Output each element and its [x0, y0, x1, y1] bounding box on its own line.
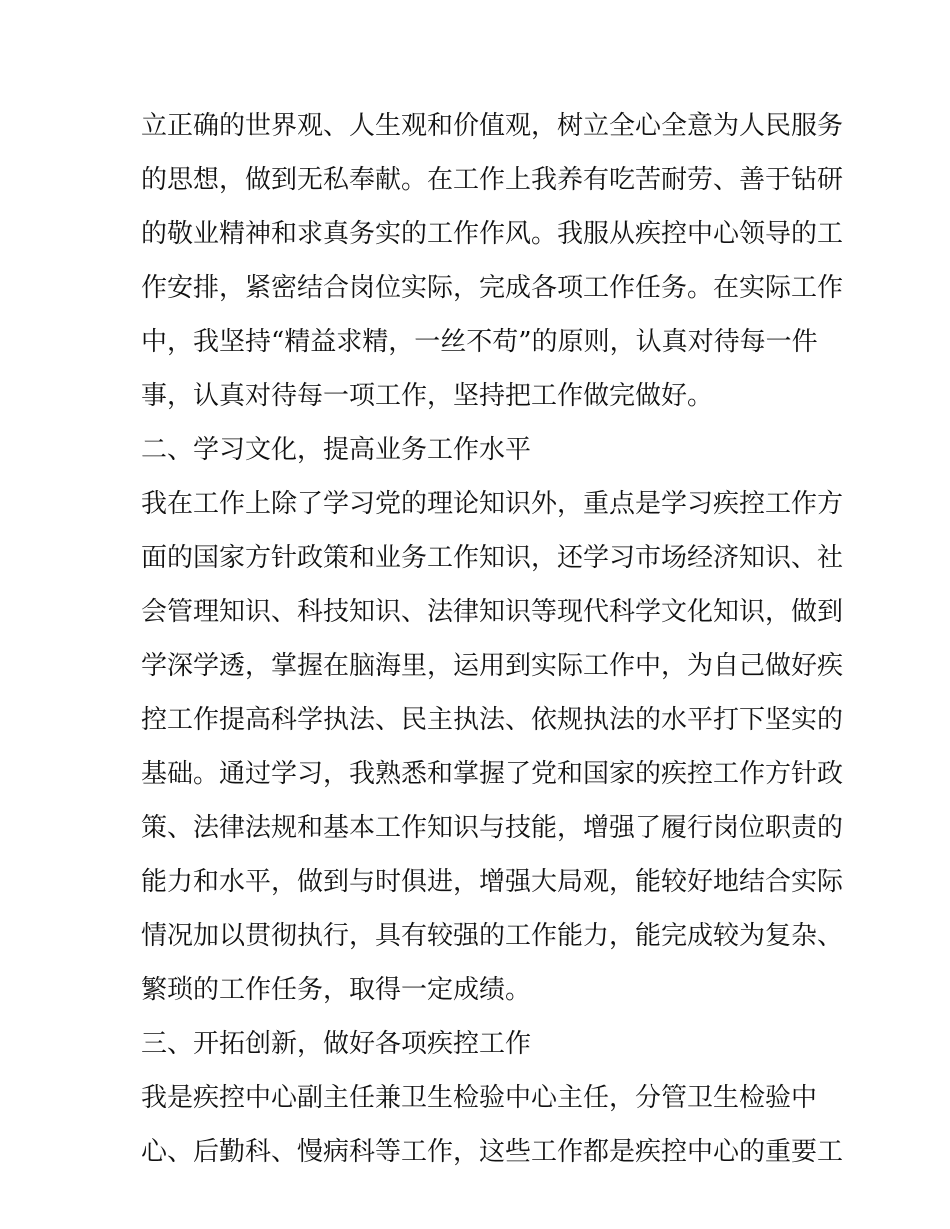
text-line: 面的国家方针政策和业务工作知识，还学习市场经济知识、社	[141, 543, 844, 573]
text-line: 繁琐的工作任务，取得一定成绩。	[141, 975, 532, 1005]
document-body	[141, 99, 844, 1179]
text-line: 控工作提高科学执法、民主执法、依规执法的水平打下坚实的	[141, 705, 844, 735]
text-line: 能力和水平，做到与时俱进，增强大局观，能较好地结合实际	[141, 867, 844, 897]
text-line: 我在工作上除了学习党的理论知识外，重点是学习疾控工作方	[141, 489, 844, 519]
text-line: 的敬业精神和求真务实的工作作风。我服从疾控中心领导的工	[141, 219, 844, 249]
section-heading: 三、开拓创新，做好各项疾控工作	[141, 1029, 532, 1059]
text-line: 事，认真对待每一项工作，坚持把工作做完做好。	[141, 381, 714, 411]
text-line: 会管理知识、科技知识、法律知识等现代科学文化知识，做到	[141, 597, 844, 627]
text-line: 中，我坚持“精益求精，一丝不苟”的原则，认真对待每一件	[141, 327, 818, 357]
text-line: 我是疾控中心副主任兼卫生检验中心主任，分管卫生检验中	[141, 1083, 818, 1113]
text-line: 心、后勤科、慢病科等工作，这些工作都是疾控中心的重要工	[141, 1137, 844, 1167]
text-line: 的思想，做到无私奉献。在工作上我养有吃苦耐劳、善于钻研	[141, 165, 844, 195]
text-line: 立正确的世界观、人生观和价值观，树立全心全意为人民服务	[141, 111, 844, 141]
text-line: 基础。通过学习，我熟悉和掌握了党和国家的疾控工作方针政	[141, 759, 844, 789]
text-line: 情况加以贯彻执行，具有较强的工作能力，能完成较为复杂、	[141, 921, 844, 951]
text-line: 作安排，紧密结合岗位实际，完成各项工作任务。在实际工作	[141, 273, 844, 303]
text-line: 策、法律法规和基本工作知识与技能，增强了履行岗位职责的	[141, 813, 844, 843]
text-line: 学深学透，掌握在脑海里，运用到实际工作中，为自己做好疾	[141, 651, 844, 681]
section-heading: 二、学习文化，提高业务工作水平	[141, 435, 532, 465]
